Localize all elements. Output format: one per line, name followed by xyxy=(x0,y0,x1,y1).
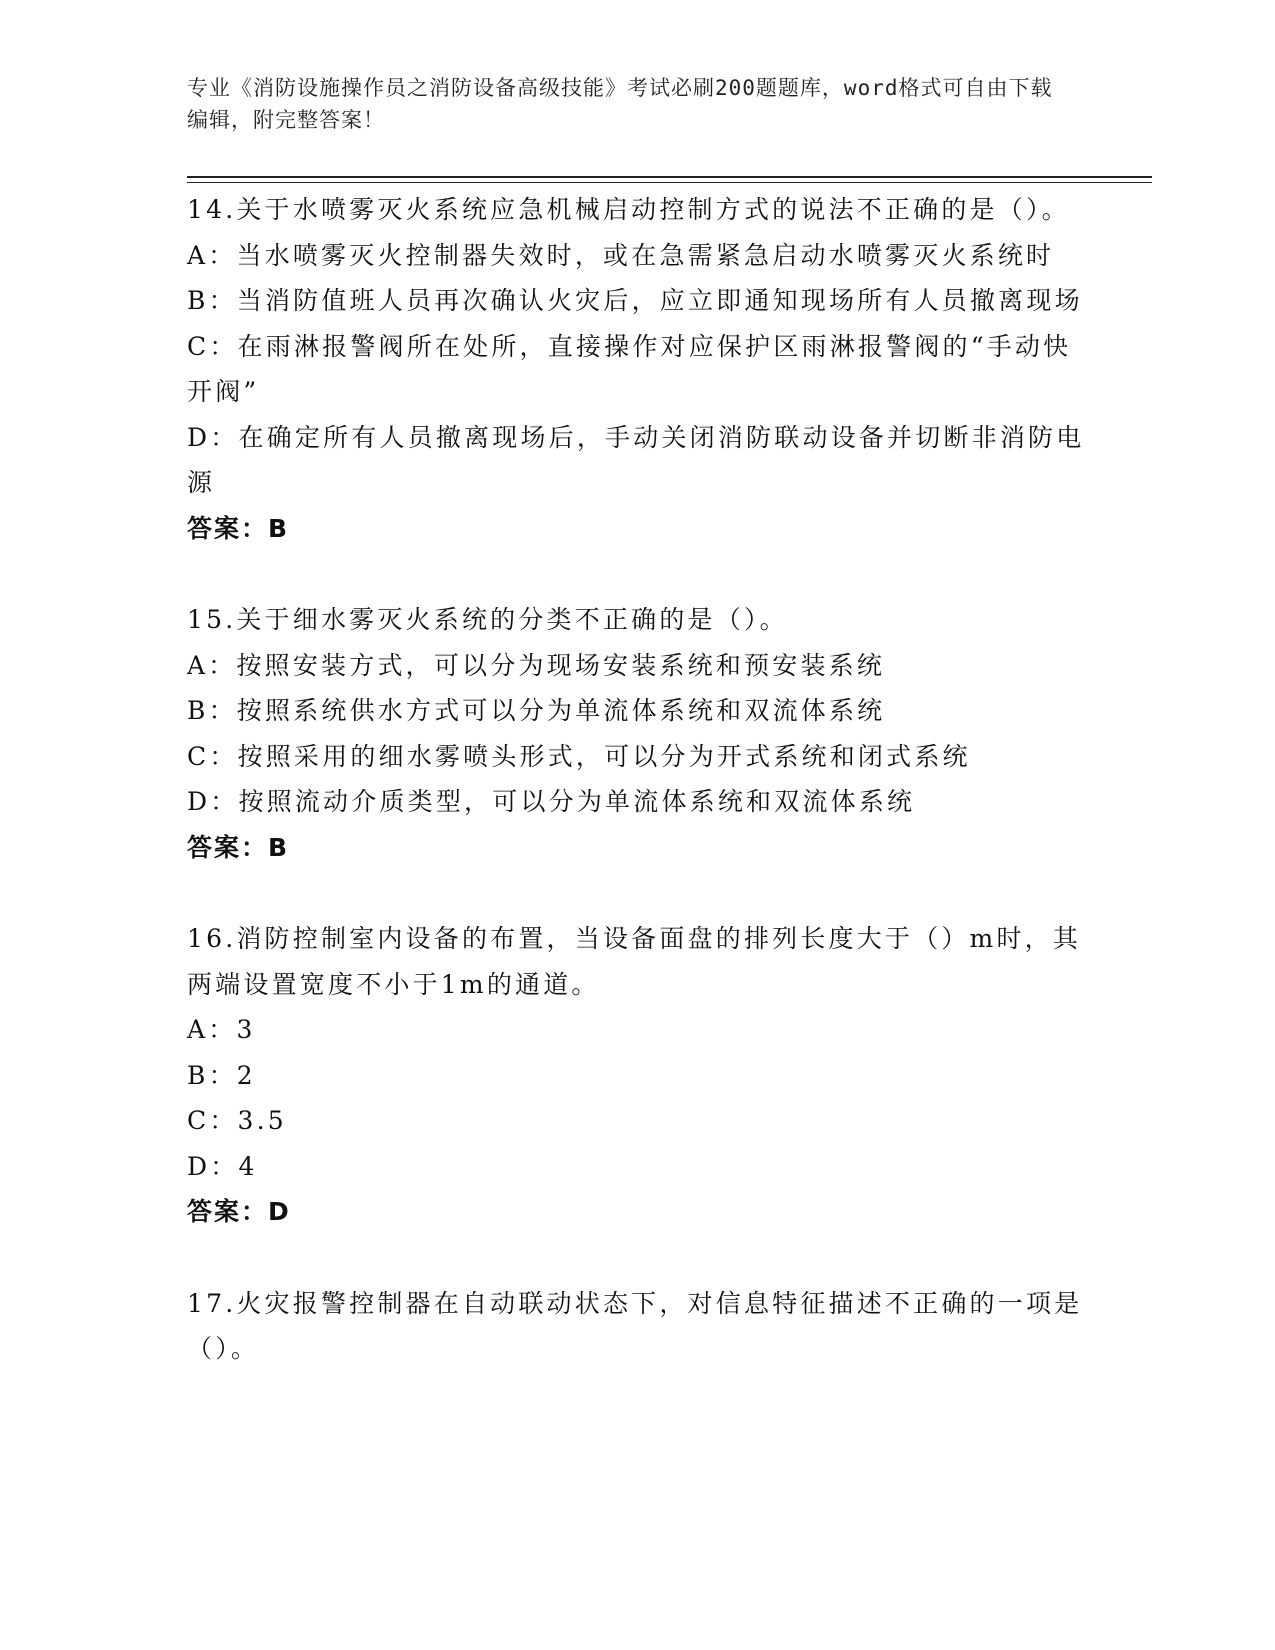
option-b: B：按照系统供水方式可以分为单流体系统和双流体系统 xyxy=(187,696,886,725)
header-divider-thin xyxy=(187,182,1152,183)
question-15 xyxy=(187,597,1087,870)
answer-value: B xyxy=(268,832,290,862)
option-b: B：2 xyxy=(187,1060,256,1090)
answer-label: 答案： xyxy=(187,1197,269,1226)
option-b: B：当消防值班人员再次确认火灾后，应立即通知现场所有人员撤离现场 xyxy=(187,286,1083,315)
option-a: A：当水喷雾灭火控制器失效时，或在急需紧急启动水喷雾灭火系统时 xyxy=(187,240,1055,270)
header-divider-thick xyxy=(187,176,1152,178)
question-stem: 15.关于细水雾灭火系统的分类不正确的是（）。 xyxy=(187,605,788,634)
option-c: C：3.5 xyxy=(187,1106,287,1135)
answer-label: 答案： xyxy=(187,513,269,543)
answer-value: D xyxy=(268,1197,291,1226)
answer-line xyxy=(187,1189,1087,1235)
option-d: D：4 xyxy=(187,1151,258,1181)
answer-line xyxy=(187,825,1087,871)
option-d: D：按照流动介质类型，可以分为单流体系统和双流体系统 xyxy=(187,787,916,816)
question-stem: 14.关于水喷雾灭火系统应急机械启动控制方式的说法不正确的是（）。 xyxy=(187,195,1070,224)
question-stem: 17.火灾报警控制器在自动联动状态下，对信息特征描述不正确的一项是（）。 xyxy=(187,1288,1083,1363)
answer-label: 答案： xyxy=(187,832,269,862)
answer-line xyxy=(187,506,1087,552)
option-d: D：在确定所有人员撤离现场后，手动关闭消防联动设备并切断非消防电源 xyxy=(187,422,1085,497)
question-17 xyxy=(187,1281,1087,1372)
question-14 xyxy=(187,187,1087,551)
question-16 xyxy=(187,916,1087,1235)
document-header: 专业《消防设施操作员之消防设备高级技能》考试必刷200题题库，word格式可自由下载编辑，附完整答案！ xyxy=(187,76,1053,132)
option-c: C：在雨淋报警阀所在处所，直接操作对应保护区雨淋报警阀的“手动快开阀” xyxy=(187,331,1072,406)
question-list xyxy=(187,187,1087,1372)
question-stem: 16.消防控制室内设备的布置，当设备面盘的排列长度大于（）m时，其两端设置宽度不小于1m的通道。 xyxy=(187,924,1082,999)
option-a: A：按照安装方式，可以分为现场安装系统和预安装系统 xyxy=(187,650,886,680)
option-a: A：3 xyxy=(187,1015,256,1044)
option-c: C：按照采用的细水雾喷头形式，可以分为开式系统和闭式系统 xyxy=(187,741,971,771)
answer-value: B xyxy=(268,513,290,543)
